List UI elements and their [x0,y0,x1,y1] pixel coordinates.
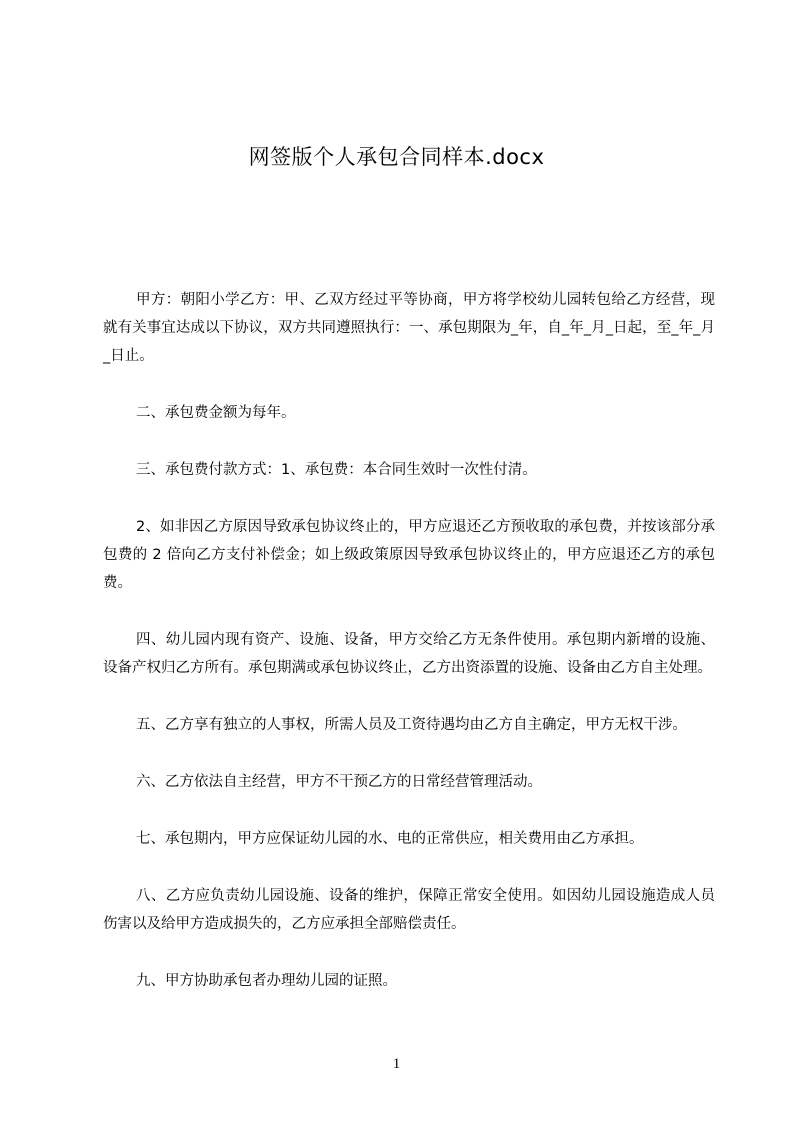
paragraph-personnel: 五、乙方享有独立的人事权，所需人员及工资待遇均由乙方自主确定，甲方无权干涉。 [136,717,687,733]
paragraph-utilities: 七、承包期内，甲方应保证幼儿园的水、电的正常供应，相关费用由乙方承担。 [136,831,644,847]
paragraph-operations: 六、乙方依法自主经营，甲方不干预乙方的日常经营管理活动。 [136,774,542,790]
paragraph-party-and-term: 甲方：朝阳小学乙方：甲、乙双方经过平等协商，甲方将学校幼儿园转包给乙方经营，现就有关事宜达成以下协议，双方共同遵照执行：一、承包期限为_年，自_年_月_日起，至_年_月_日止。 [103,292,715,364]
paragraph-termination-refund: 2、如非因乙方原因导致承包协议终止的，甲方应退还乙方预收取的承包费，并按该部分承包费的 2 倍向乙方支付补偿金；如上级政策原因导致承包协议终止的，甲方应退还乙方的承包费。 [103,519,715,591]
document-title: 网签版个人承包合同样本.docx [248,145,545,169]
page-number: 1 [392,1056,401,1072]
paragraph-payment-method: 三、承包费付款方式：1、承包费：本合同生效时一次性付清。 [136,462,537,478]
paragraph-assets: 四、幼儿园内现有资产、设施、设备，甲方交给乙方无条件使用。承包期内新增的设施、设备产权归乙方所有。承包期满或承包协议终止，乙方出资添置的设施、设备由乙方自主处理。 [103,632,715,676]
paragraph-fee-amount: 二、承包费金额为每年。 [136,405,296,421]
paragraph-licenses: 九、甲方协助承包者办理幼儿园的证照。 [136,973,397,989]
document-body [103,286,715,995]
paragraph-maintenance: 八、乙方应负责幼儿园设施、设备的维护，保障正常安全使用。如因幼儿园设施造成人员伤害以及给甲方造成损失的，乙方应承担全部赔偿责任。 [103,888,715,932]
